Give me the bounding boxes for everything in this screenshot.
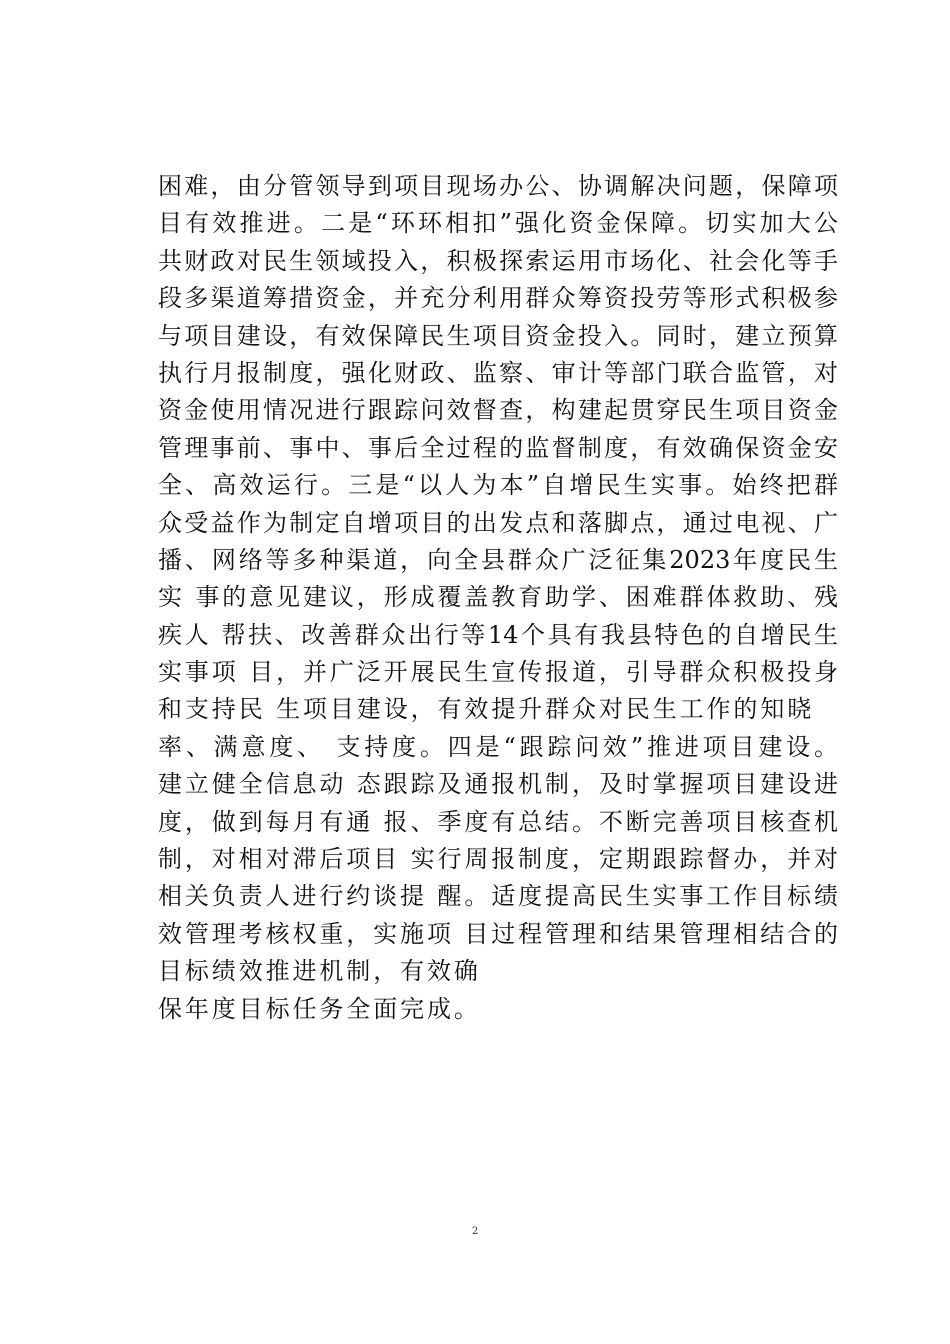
- text-line: 建立健全信息动 态跟踪及通报机制，及时掌握项目建设进: [158, 770, 838, 799]
- text-line: 实 事的意见建议，形成覆盖教育助学、困难群体救助、残: [158, 583, 838, 612]
- text-line: 共财政对民生领域投入，积极探索运用市场化、社会化等手: [158, 246, 838, 275]
- text-line: 目标绩效推进机制，有效确: [158, 957, 481, 986]
- text-line: 相关负责人进行约谈提 醒。适度提高民生实事工作目标绩: [158, 882, 838, 911]
- text-line: 困难，由分管领导到项目现场办公、协调解决问题，保障项: [158, 172, 838, 200]
- text-line: 段多渠道筹措资金，并充分利用群众筹资投劳等形式积极参: [158, 284, 838, 313]
- page-number: 2: [471, 1226, 479, 1237]
- text-line: 执行月报制度，强化财政、监察、审计等部门联合监管，对: [158, 358, 838, 387]
- text-line: 制，对相对滞后项目 实行周报制度，定期跟踪督办，并对: [158, 845, 838, 874]
- text-line: 与项目建设，有效保障民生项目资金投入。同时，建立预算: [158, 321, 838, 350]
- text-line: 率、满意度、 支持度。四是“跟踪问效”推进项目建设。: [158, 732, 838, 761]
- text-line: 效管理考核权重，实施项 目过程管理和结果管理相结合的: [158, 919, 838, 948]
- text-line: 度，做到每月有通 报、季度有总结。不断完善项目核查机: [158, 807, 838, 836]
- text-line: 和支持民 生项目建设，有效提升群众对民生工作的知晓: [158, 695, 815, 724]
- text-line: 保年度目标任务全面完成。: [158, 994, 481, 1023]
- text-line: 全、高效运行。三是“以人为本”自增民生实事。始终把群: [158, 471, 838, 500]
- body-paragraph: [158, 168, 838, 1028]
- text-line: 资金使用情况进行跟踪问效督查，构建起贯穿民生项目资金: [158, 396, 838, 425]
- text-line: 众受益作为制定自增项目的出发点和落脚点，通过电视、广: [158, 508, 838, 537]
- text-line: 播、网络等多种渠道，向全县群众广泛征集2023年度民生: [158, 545, 838, 574]
- text-line: 实事项 目，并广泛开展民生宣传报道，引导群众积极投身: [158, 658, 838, 687]
- text-line: 目有效推进。二是“环环相扣”强化资金保障。切实加大公: [158, 209, 838, 238]
- text-line: 疾人 帮扶、改善群众出行等14个具有我县特色的自增民生: [158, 620, 838, 649]
- text-line: 管理事前、事中、事后全过程的监督制度，有效确保资金安: [158, 433, 838, 462]
